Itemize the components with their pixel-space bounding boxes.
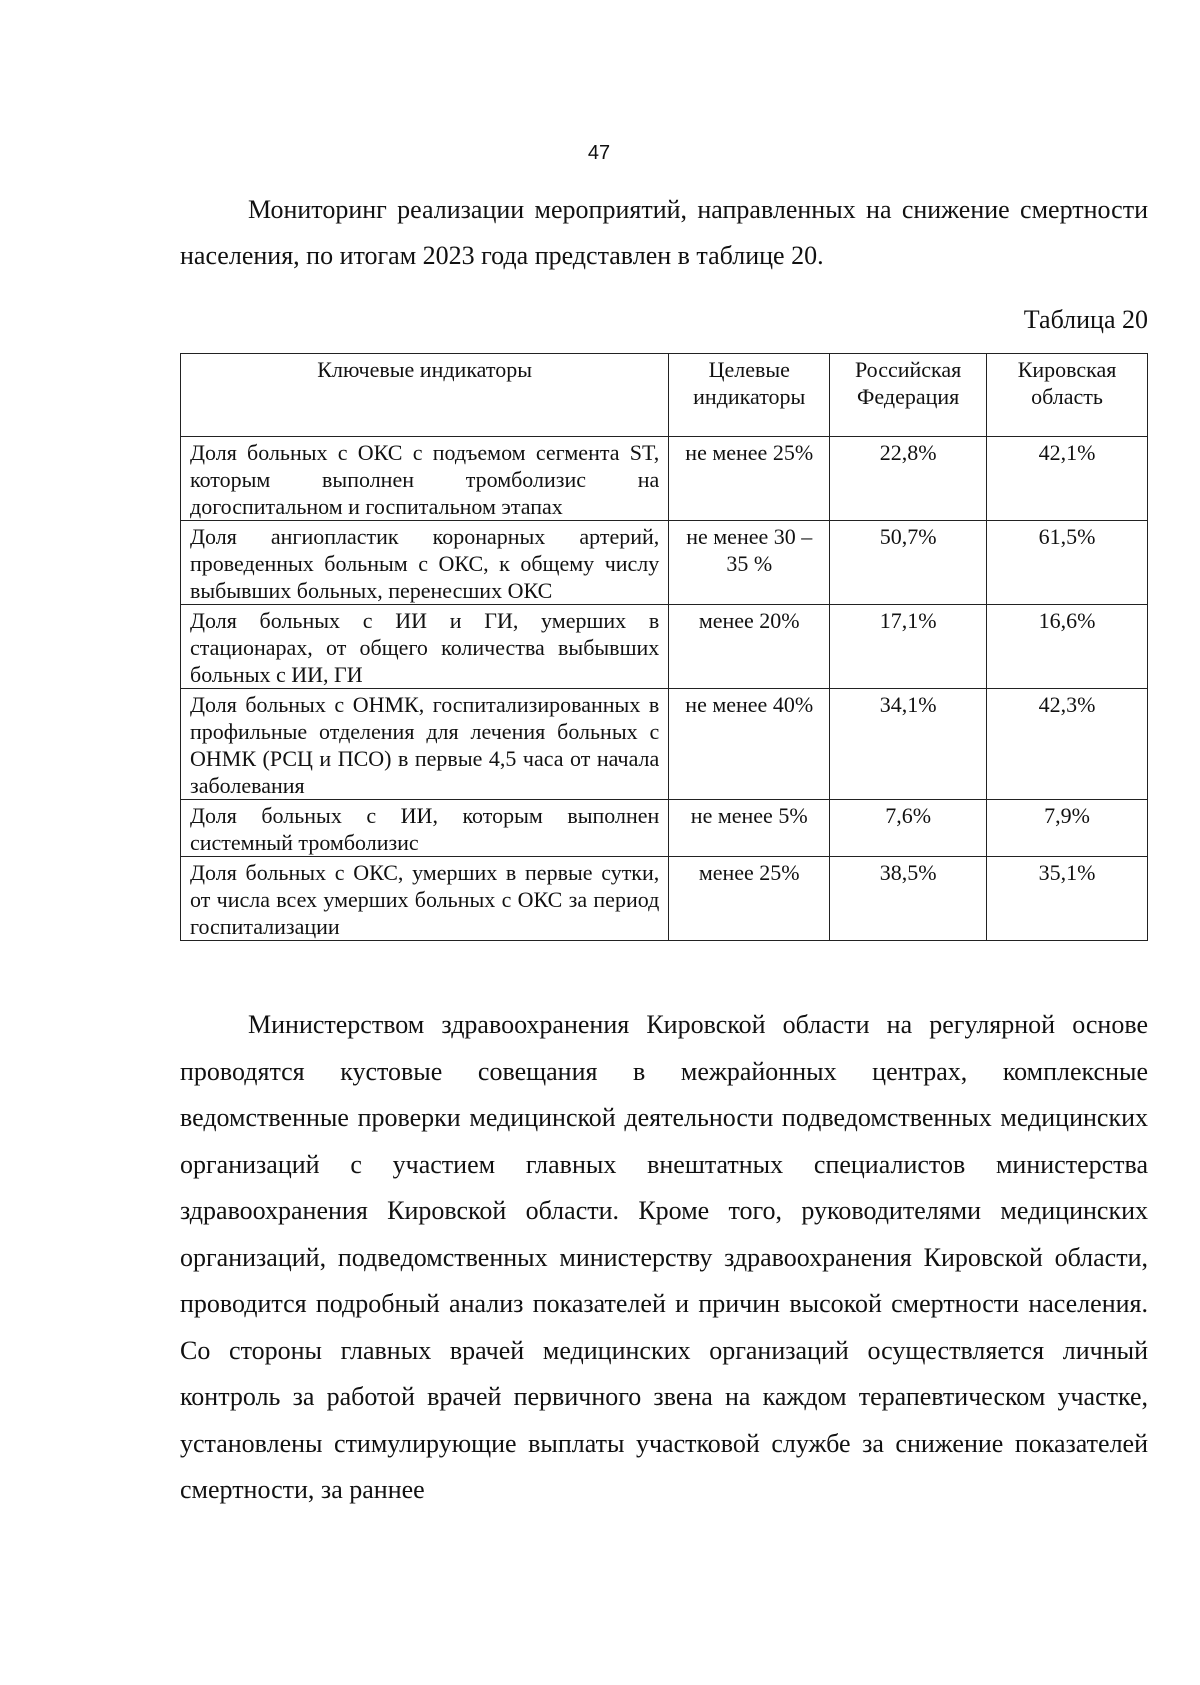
rf-value-cell: 7,6%	[830, 800, 987, 857]
rf-value-cell: 50,7%	[830, 521, 987, 605]
table-row	[181, 857, 1148, 941]
header-kirov-region: Кировская область	[987, 354, 1148, 437]
table-header-row	[181, 354, 1148, 437]
target-cell: не менее 25%	[669, 437, 830, 521]
main-paragraph: Министерством здравоохранения Кировской области на регулярной основе проводятся кустовые совещания в межрайонных центрах, комплексные ведомственные проверки медицинской деятельности подведомственных медицинских организаций с участием главных внештатных специалистов министерства здравоохранения Кировской области. Кроме того, руководителями медицинских организаций, подведомственных министерству здравоохранения Кировской области, проводится подробный анализ показателей и причин высокой смертности населения. Со стороны главных врачей медицинских организаций осуществляется личный контроль за работой врачей первичного звена на каждом терапевтическом участке, установлены стимулирующие выплаты участковой службе за снижение показателей смертности, за раннее	[180, 1010, 1148, 1504]
indicator-cell: Доля больных с ИИ и ГИ, умерших в стационарах, от общего количества выбывших больных с ИИ, ГИ	[181, 605, 669, 689]
table-row	[181, 521, 1148, 605]
rf-value-cell: 34,1%	[830, 689, 987, 800]
target-cell: не менее 30 – 35 %	[669, 521, 830, 605]
header-key-indicators: Ключевые индикаторы	[181, 354, 669, 437]
indicator-cell: Доля больных с ОКС с подъемом сегмента ST, которым выполнен тромболизис на догоспитальном и госпитальном этапах	[181, 437, 669, 521]
header-russian-federation: Российская Федерация	[830, 354, 987, 437]
table-row	[181, 689, 1148, 800]
indicator-cell: Доля ангиопластик коронарных артерий, проведенных больным с ОКС, к общему числу выбывших больных, перенесших ОКС	[181, 521, 669, 605]
kirov-value-cell: 42,3%	[987, 689, 1148, 800]
kirov-value-cell: 16,6%	[987, 605, 1148, 689]
indicators-table	[180, 353, 1148, 941]
indicator-cell: Доля больных с ОНМК, госпитализированных в профильные отделения для лечения больных с ОНМК (РСЦ и ПСО) в первые 4,5 часа от начала заболевания	[181, 689, 669, 800]
kirov-value-cell: 35,1%	[987, 857, 1148, 941]
kirov-value-cell: 7,9%	[987, 800, 1148, 857]
table-caption: Таблица 20	[1023, 305, 1148, 334]
rf-value-cell: 17,1%	[830, 605, 987, 689]
target-cell: не менее 40%	[669, 689, 830, 800]
rf-value-cell: 22,8%	[830, 437, 987, 521]
indicator-cell: Доля больных с ОКС, умерших в первые сутки, от числа всех умерших больных с ОКС за период госпитализации	[181, 857, 669, 941]
table-row	[181, 437, 1148, 521]
rf-value-cell: 38,5%	[830, 857, 987, 941]
table-row	[181, 605, 1148, 689]
table-row	[181, 800, 1148, 857]
target-cell: не менее 5%	[669, 800, 830, 857]
page-number: 47	[587, 142, 611, 164]
indicator-cell: Доля больных с ИИ, которым выполнен системный тромболизис	[181, 800, 669, 857]
kirov-value-cell: 61,5%	[987, 521, 1148, 605]
intro-paragraph: Мониторинг реализации мероприятий, направленных на снижение смертности населения, по итогам 2023 года представлен в таблице 20.	[180, 195, 1148, 270]
header-target-indicators: Целевые индикаторы	[669, 354, 830, 437]
target-cell: менее 20%	[669, 605, 830, 689]
target-cell: менее 25%	[669, 857, 830, 941]
kirov-value-cell: 42,1%	[987, 437, 1148, 521]
